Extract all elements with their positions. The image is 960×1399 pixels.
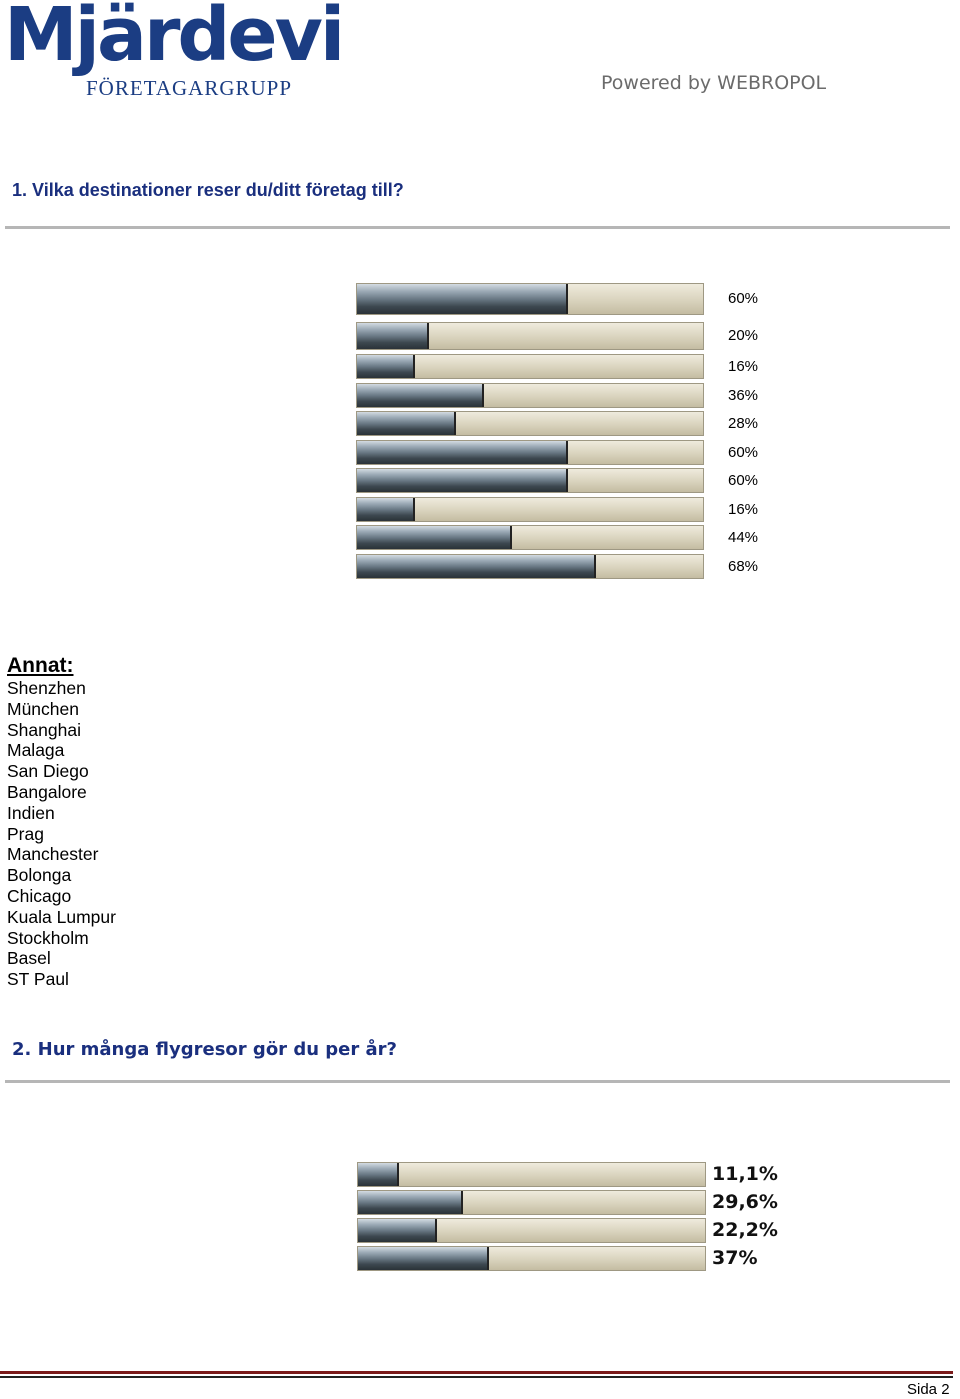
question-1-title: 1. Vilka destinationer reser du/ditt företag till?: [12, 180, 404, 200]
footer-divider-red: [0, 1371, 953, 1374]
bar: [357, 284, 568, 314]
bar: [357, 526, 512, 549]
bar-track: [356, 411, 704, 436]
powered-by-webropol-logo: Powered by WEBROPOL: [601, 72, 827, 94]
question-2-title: 2. Hur många flygresor gör du per år?: [12, 1039, 397, 1060]
value-label: 60%: [728, 471, 759, 489]
annat-list-item: ST Paul: [7, 969, 69, 990]
annat-list-item: Indien: [7, 802, 55, 823]
annat-list-item: Kuala Lumpur: [7, 906, 116, 927]
annat-list-item: Manchester: [7, 844, 99, 865]
bar: [357, 469, 568, 492]
annat-list-item: Bolonga: [7, 865, 72, 886]
value-label: 44%: [728, 528, 759, 546]
divider: [5, 226, 950, 229]
bar: [358, 1163, 399, 1186]
bar-track: [357, 1246, 706, 1271]
bar-track: [357, 1162, 706, 1187]
bar-track: [356, 322, 704, 350]
bar-track: [357, 1218, 706, 1243]
value-label: 68%: [728, 557, 759, 575]
bar-track: [356, 468, 704, 493]
bar: [357, 323, 429, 349]
value-label: 29,6%: [712, 1190, 778, 1213]
bar-track: [356, 554, 704, 579]
bar-track: [356, 497, 704, 522]
annat-list: [7, 678, 116, 990]
annat-list-item: München: [7, 698, 79, 719]
annat-list-item: Bangalore: [7, 781, 87, 802]
bar-track: [356, 283, 704, 315]
bar-track: [356, 383, 704, 408]
annat-list-item: Prag: [7, 823, 44, 844]
value-label: 36%: [728, 386, 759, 404]
value-label: 20%: [728, 327, 759, 344]
bar: [357, 355, 415, 378]
annat-list-item: San Diego: [7, 761, 89, 782]
footer-divider-dark: [0, 1376, 953, 1378]
bar-track: [356, 525, 704, 550]
annat-list-item: Shanghai: [7, 719, 81, 740]
mjardevi-logo: Mjärdevi: [4, 0, 343, 78]
bar: [357, 384, 484, 407]
value-label: 16%: [728, 500, 759, 518]
bar-track: [356, 440, 704, 465]
annat-list-item: Stockholm: [7, 927, 89, 948]
value-label: 60%: [728, 290, 759, 307]
bar: [358, 1191, 463, 1214]
value-label: 28%: [728, 414, 759, 432]
bar: [358, 1219, 437, 1242]
bar: [357, 498, 415, 521]
bar-track: [356, 354, 704, 379]
value-label: 16%: [728, 357, 759, 375]
bar-track: [357, 1190, 706, 1215]
annat-list-item: Basel: [7, 948, 51, 969]
value-label: 60%: [728, 443, 759, 461]
bar: [357, 441, 568, 464]
bar: [358, 1247, 489, 1270]
value-label: 22,2%: [712, 1218, 778, 1241]
value-label: 37%: [712, 1246, 758, 1269]
annat-heading: Annat:: [7, 654, 74, 677]
bar: [357, 412, 456, 435]
annat-list-item: Shenzhen: [7, 678, 86, 698]
divider: [5, 1080, 950, 1083]
value-label: 11,1%: [712, 1162, 778, 1185]
bar: [357, 555, 596, 578]
logo-subtitle: FÖRETAGARGRUPP: [86, 76, 293, 100]
annat-list-item: Chicago: [7, 885, 72, 906]
annat-list-item: Malaga: [7, 740, 65, 761]
page-number: Sida 2: [907, 1381, 950, 1398]
